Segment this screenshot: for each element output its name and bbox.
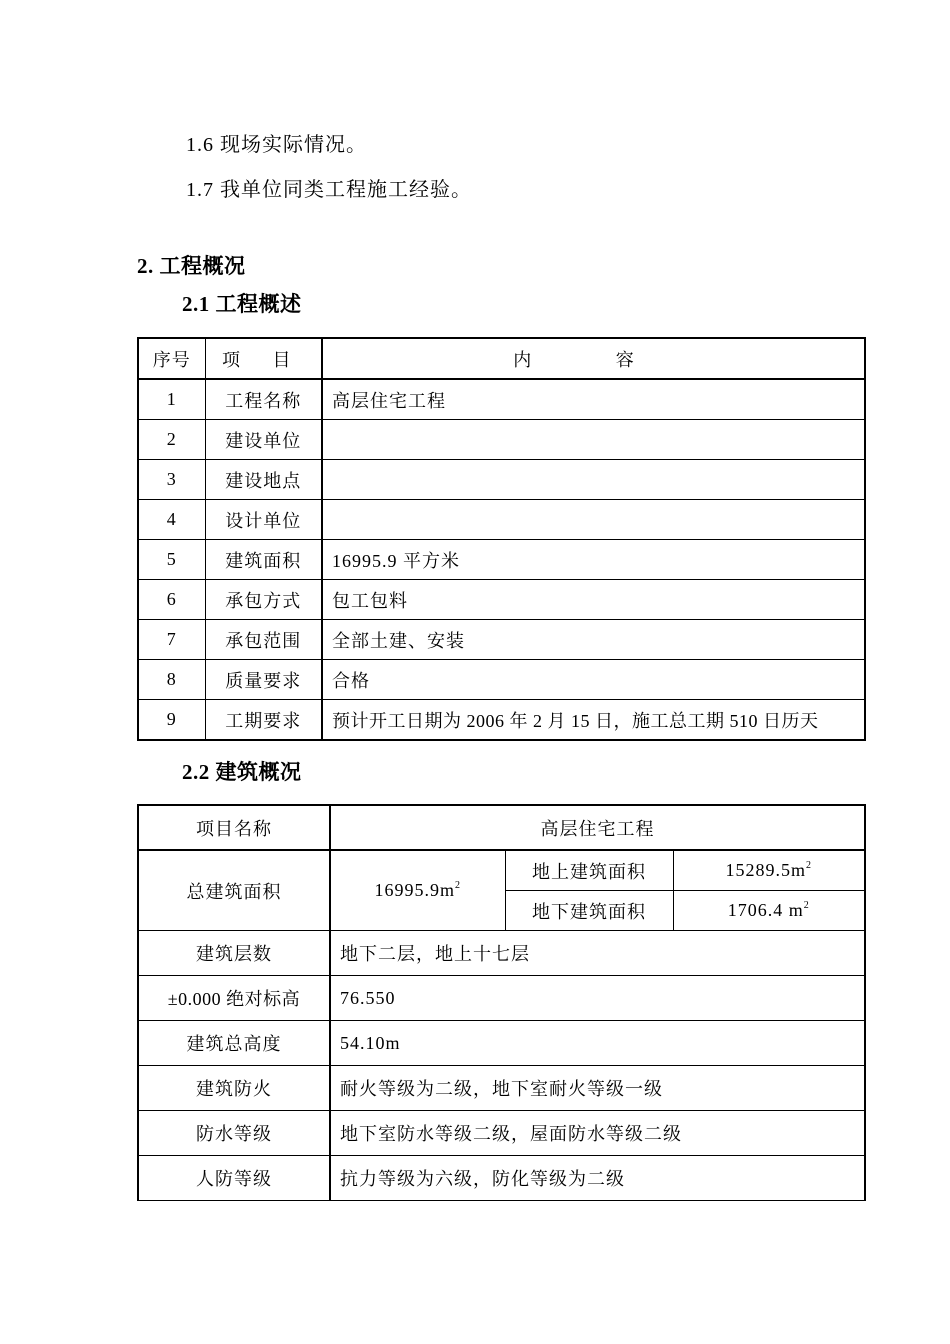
row-no: 7 (138, 620, 205, 660)
row-no: 5 (138, 540, 205, 580)
table-row (138, 1156, 865, 1201)
header-content: 内 容 (322, 338, 865, 379)
table-row (138, 931, 865, 976)
row-content (322, 500, 865, 540)
table-row-total-area (138, 850, 865, 891)
row-label: 防水等级 (138, 1111, 330, 1156)
row-content: 包工包料 (322, 580, 865, 620)
row-label: 建筑防火 (138, 1066, 330, 1111)
table-row (138, 1111, 865, 1156)
row-content: 高层住宅工程 (322, 379, 865, 420)
paragraph-1-6: 1.6 现场实际情况。 (186, 134, 367, 156)
header-project-name-label: 项目名称 (138, 805, 330, 850)
table-row (138, 1066, 865, 1111)
table-row (138, 620, 865, 660)
table-row (138, 580, 865, 620)
section-heading-2-1: 2.1 工程概述 (182, 292, 302, 316)
below-ground-area-value: 1706.4 $m^2$ (673, 891, 865, 931)
table-row (138, 1021, 865, 1066)
table-header-row (138, 805, 865, 850)
header-item: 项 目 (205, 338, 322, 379)
table-row (138, 420, 865, 460)
row-value: 抗力等级为六级，防化等级为二级 (330, 1156, 865, 1201)
row-item: 质量要求 (205, 660, 322, 700)
row-label: 建筑总高度 (138, 1021, 330, 1066)
building-overview-table (137, 804, 866, 1201)
table-header-row (138, 338, 865, 379)
project-overview-table (137, 337, 866, 741)
header-project-name-value: 高层住宅工程 (330, 805, 865, 850)
row-item: 工期要求 (205, 700, 322, 741)
total-area-label: 总建筑面积 (138, 850, 330, 931)
row-content (322, 460, 865, 500)
row-no: 6 (138, 580, 205, 620)
above-ground-area-label: 地上建筑面积 (505, 850, 673, 891)
row-value: 耐火等级为二级，地下室耐火等级一级 (330, 1066, 865, 1111)
row-item: 设计单位 (205, 500, 322, 540)
row-content: 全部土建、安装 (322, 620, 865, 660)
row-label: 人防等级 (138, 1156, 330, 1201)
table-row (138, 540, 865, 580)
row-content (322, 420, 865, 460)
table-row (138, 700, 865, 741)
table-row (138, 460, 865, 500)
table-row (138, 379, 865, 420)
section-heading-2-2: 2.2 建筑概况 (182, 760, 302, 784)
table-row (138, 660, 865, 700)
paragraph-1-7: 1.7 我单位同类工程施工经验。 (186, 179, 472, 201)
row-value: 地下二层，地上十七层 (330, 931, 865, 976)
row-item: 建筑面积 (205, 540, 322, 580)
row-item: 建设单位 (205, 420, 322, 460)
row-content: 16995.9 平方米 (322, 540, 865, 580)
row-item: 建设地点 (205, 460, 322, 500)
row-item: 承包范围 (205, 620, 322, 660)
row-content: 合格 (322, 660, 865, 700)
header-no: 序号 (138, 338, 205, 379)
row-value: 76.550 (330, 976, 865, 1021)
above-ground-area-value: $15289.5m^2$ (673, 850, 865, 891)
row-no: 1 (138, 379, 205, 420)
row-label: 建筑层数 (138, 931, 330, 976)
section-heading-2: 2. 工程概况 (137, 254, 246, 278)
table-row (138, 500, 865, 540)
below-ground-area-label: 地下建筑面积 (505, 891, 673, 931)
row-no: 4 (138, 500, 205, 540)
row-no: 8 (138, 660, 205, 700)
row-no: 3 (138, 460, 205, 500)
table-row (138, 976, 865, 1021)
row-item: 工程名称 (205, 379, 322, 420)
row-item: 承包方式 (205, 580, 322, 620)
row-value: 地下室防水等级二级，屋面防水等级二级 (330, 1111, 865, 1156)
row-content: 预计开工日期为 2006 年 2 月 15 日，施工总工期 510 日历天 (322, 700, 865, 741)
row-no: 2 (138, 420, 205, 460)
row-no: 9 (138, 700, 205, 741)
row-value: 54.10m (330, 1021, 865, 1066)
total-area-value: $16995.9m^2$ (330, 850, 505, 931)
row-label: ±0.000 绝对标高 (138, 976, 330, 1021)
